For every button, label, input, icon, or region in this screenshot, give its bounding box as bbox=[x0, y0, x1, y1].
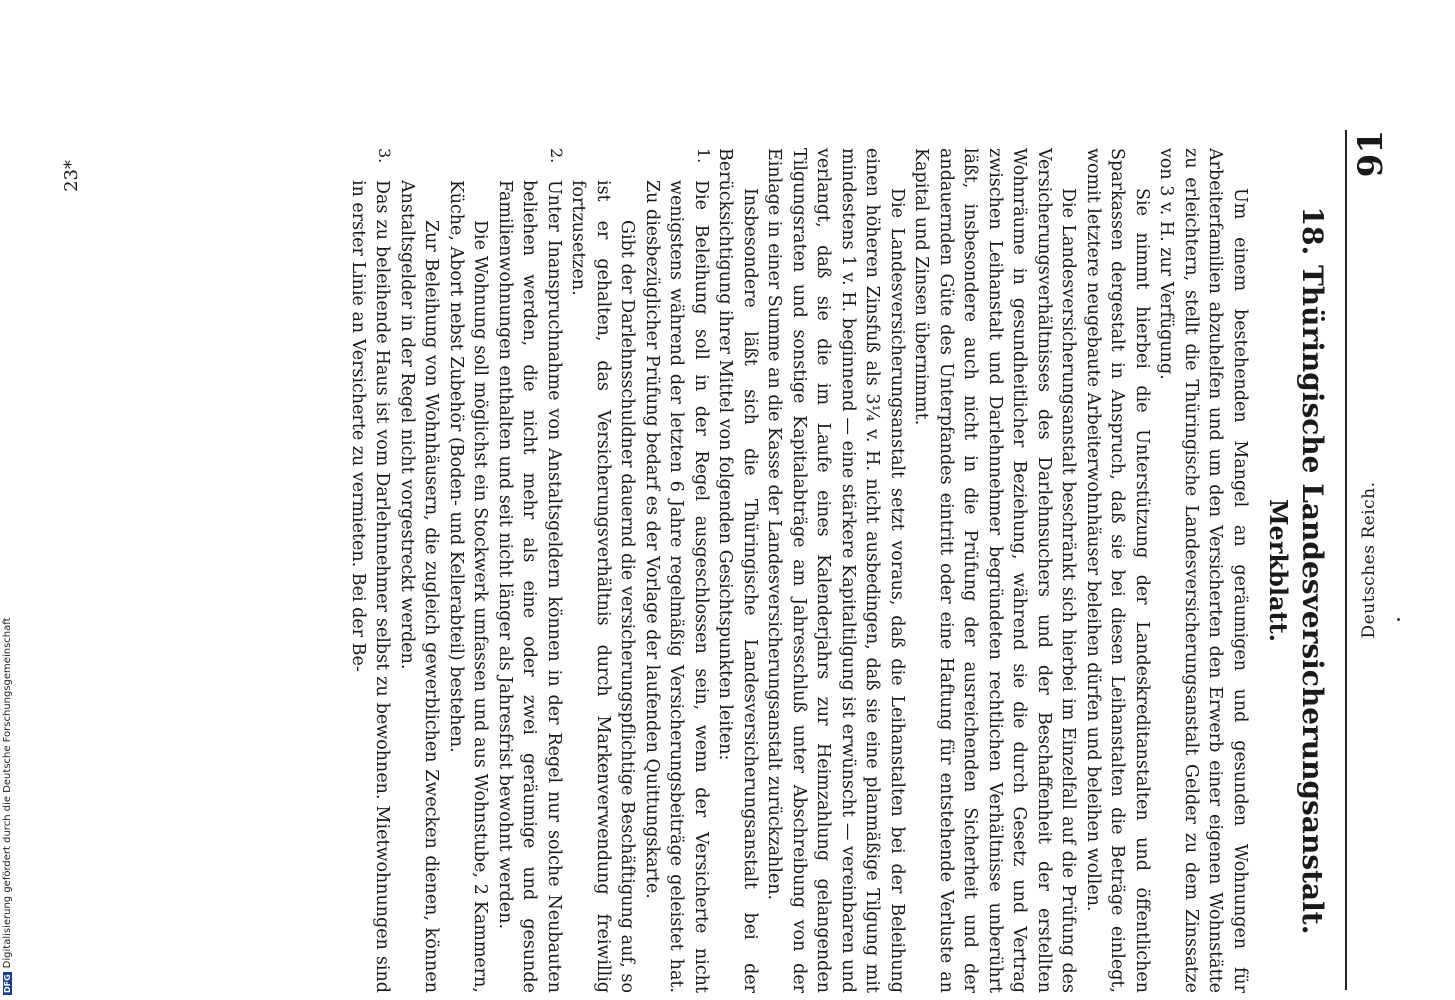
paragraph-4: Die Landesversicherungsanstalt setzt voraus, daß die Leihanstalten bei der Beleihung einen höheren Zinsfuß als 3¼ v. H. nicht ausbedingen, daß sie eine planmäßige Tilgung mit mindestens 1 v. H. beginnend — eine stärkere Kapitaltilgung ist erwünscht — vereinbaren und verlangt, daß sie die im Laufe eines Kalenderjahrs zur Heimzahlung gelangenden Tilgungsraten und sonstige Kapitalabträge am Jahresschluß unter Abschreibung von der Einlage in einer Summe an die Kasse der Landesversicherungsanstalt zurückzahlen. bbox=[764, 148, 907, 993]
list-item-1 bbox=[566, 148, 713, 993]
page-header bbox=[1347, 130, 1395, 990]
list-item-3 bbox=[346, 148, 395, 993]
paragraph-1: Um einem bestehenden Mangel an geräumigen und gesunden Wohnungen für Arbeiterfamilien abzuhelfen und um den Versicherten den Erwerb einer eigenen Wohnstätte zu erleichtern, stellt die Thüringische Landesversicherungsanstalt Gelder zu dem Zinssatze von 3 v. H. zur Verfügung. bbox=[1156, 148, 1250, 993]
paragraph-2: Sie nimmt hierbei die Unterstützung der Landeskreditanstalten und öffentlichen Sparkassen dergestalt in Anspruch, daß sie bei diesen Leihanstalten die Beträge einlegt, womit letztere neugebaute Arbeiterwohnhäuser beleihen dürfen und beleihen wollen. bbox=[1083, 148, 1152, 993]
item-number: 3. bbox=[375, 148, 395, 164]
paragraph-5: Insbesondere läßt sich die Thüringische Landesversicherungsanstalt bei der Berücksichtigung ihrer Mittel von folgenden Gesichtspunkten leiten: bbox=[715, 148, 760, 993]
item-text: Unter Inanspruchnahme von Anstaltsgeldern können in der Regel nur solche Neubauten beliehen werden, die nicht mehr als eine oder zwei geräumige und gesunde Familienwohnungen enthalten und seit nicht länger als Jahresfrist bewohnt werden. bbox=[495, 180, 564, 993]
running-title: Deutsches Reich. bbox=[1359, 481, 1379, 639]
item-subtext: Gibt der Darlehnsschuldner dauernd die versicherungspflichtige Beschäftigung auf, so ist er gehalten, das Versicherungsverhältnis durch Markenverwendung freiwillig fortzusetzen. bbox=[568, 180, 638, 993]
item-number: 1. bbox=[694, 148, 713, 164]
dfg-logo: DFG bbox=[3, 974, 12, 993]
speck bbox=[1397, 618, 1400, 621]
paragraph-3: Die Landesversicherungsanstalt beschränkt sich hierbei im Einzelfall auf die Prüfung des Versicherungsverhältnisses des Darlehnsuchers und der Beschaffenheit der erstellten Wohnräume in gesundheitlicher Beziehung, während sie die durch Gesetz und Vertrag zwischen Leihanstalt und Darlehnnehmer begründeten rechtlichen Verhältnisse unberührt läßt, insbesondere auch nicht in die Prüfung der ausreichenden Sicherheit und der andauernden Güte des Unterpfandes eintritt oder eine Haftung für entstehende Verluste an Kapital und Zinsen übernimmt. bbox=[911, 148, 1079, 993]
page-number: 91 bbox=[1351, 130, 1391, 178]
item-subtext: Die Wohnung soll möglichst ein Stockwerk umfassen und aus Wohnstube, 2 Kammern, Küche, Abort nebst Zubehör (Boden- und Kellerabteil) bestehen. bbox=[446, 180, 491, 993]
item-number: 2. bbox=[547, 148, 566, 164]
header-rule bbox=[1345, 130, 1347, 990]
item-subtext-2: Zur Beleihung von Wohnhäusern, die zugleich gewerblichen Zwecken dienen, können Anstaltsgelder in der Regel nicht vorgestreckt werden. bbox=[397, 180, 442, 993]
digitization-note-text: Digitalisierung gefördert durch die Deutsche Forschungsgemeinschaft bbox=[2, 617, 13, 969]
item-text: Die Beleihung soll in der Regel ausgeschlossen sein, wenn der Versicherte nicht wenigstens während der letzten 6 Jahre regelmäßig Versicherungsbeiträge geleistet hat. Zu diesbezüglicher Prüfung bedarf es der Vorlage der laufenden Quittungskarte. bbox=[642, 180, 711, 993]
item-text: Das zu beleihende Haus ist vom Darlehnnehmer selbst zu bewohnen. Mietwohnungen sind in erster Linie an Versicherte zu vermieten. Bei der Be- bbox=[348, 180, 393, 993]
list-item-2 bbox=[395, 148, 567, 993]
article-title: 18. Thüringische Landesversicherungsanstalt. bbox=[1296, 206, 1329, 935]
digitization-note bbox=[2, 595, 16, 995]
article-content bbox=[60, 148, 1330, 993]
signature-mark: 23* bbox=[61, 160, 82, 192]
article-subtitle: Merkblatt. bbox=[1264, 498, 1293, 643]
